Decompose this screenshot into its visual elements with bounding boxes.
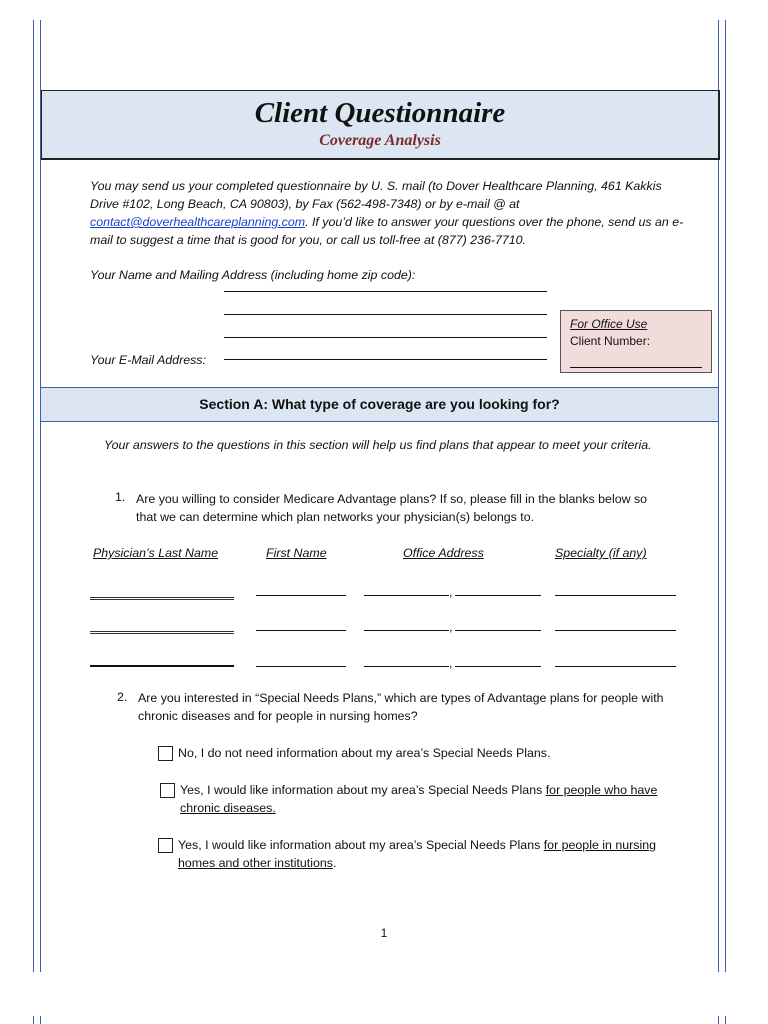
- option-institution-label: Yes, I would like information about my area’s Special Needs Plans: [178, 838, 544, 852]
- option-institution-text: [178, 836, 670, 872]
- address-line-3[interactable]: [224, 337, 547, 338]
- option-institution-period: .: [332, 856, 337, 870]
- specialty-blank[interactable]: [555, 666, 676, 667]
- page-subtitle: Coverage Analysis: [319, 132, 441, 149]
- office-use-title: For Office Use: [570, 317, 648, 331]
- question-2-number: 2.: [117, 690, 128, 704]
- option-institution-emphasis: for people in nursing homes and other institutions: [178, 838, 657, 870]
- first-name-blank[interactable]: [256, 630, 346, 631]
- email-label: Your E-Mail Address:: [90, 353, 206, 367]
- column-header-last-name: Physician’s Last Name: [93, 546, 219, 560]
- first-name-blank[interactable]: [256, 666, 346, 667]
- intro-paragraph: [90, 177, 690, 249]
- first-name-blank[interactable]: [256, 595, 346, 596]
- address-blank-a[interactable]: [364, 630, 449, 631]
- intro-text-before: You may send us your completed questionnaire by U. S. mail (to Dover Healthcare Planning, 461 Kakkis Drive #102, Long Beach, CA 90803), by Fax (562-498-7348) or by e-mail @ at: [90, 179, 662, 211]
- address-line-1[interactable]: [224, 291, 547, 292]
- address-comma: ,: [449, 656, 453, 670]
- address-blank-b[interactable]: [455, 666, 541, 667]
- last-name-blank[interactable]: [90, 597, 234, 600]
- email-line[interactable]: [224, 359, 547, 360]
- intro-text-after: . If you’d like to answer your questions over the phone, send us an e-mail to suggest a time that is good for you, or call us toll-free at (877) 236-7710.: [90, 215, 684, 247]
- section-a-header: Section A: What type of coverage are you looking for?: [40, 387, 719, 422]
- option-institution-checkbox[interactable]: [158, 838, 173, 853]
- address-blank-a[interactable]: [364, 666, 449, 667]
- address-blank-a[interactable]: [364, 595, 449, 596]
- question-2-text: Are you interested in “Special Needs Plans,” which are types of Advantage plans for people with chronic diseases and for people in nursing homes?: [138, 691, 664, 723]
- column-header-first-name: First Name: [266, 546, 327, 560]
- option-chronic-emphasis: for people who have chronic diseases.: [180, 783, 658, 815]
- address-comma: ,: [449, 620, 453, 634]
- option-no-checkbox[interactable]: [158, 746, 173, 761]
- address-blank-b[interactable]: [455, 595, 541, 596]
- question-1-text: Are you willing to consider Medicare Advantage plans? If so, please fill in the blanks below so that we can determine which plan networks your physician(s) belongs to.: [136, 492, 648, 524]
- page-border-right-inner: [718, 20, 719, 972]
- column-header-specialty: Specialty (if any): [555, 546, 647, 560]
- address-line-2[interactable]: [224, 314, 547, 315]
- page-border-left-inner: [40, 20, 41, 972]
- page-border-left-outer: [33, 20, 34, 972]
- option-chronic-checkbox[interactable]: [160, 783, 175, 798]
- last-name-blank[interactable]: [90, 665, 234, 667]
- name-address-label: Your Name and Mailing Address (including home zip code):: [90, 268, 416, 282]
- question-1-number: 1.: [115, 490, 126, 504]
- next-page-border-left-outer: [33, 1016, 34, 1024]
- option-chronic-label: Yes, I would like information about my area’s Special Needs Plans: [180, 783, 546, 797]
- option-no-label: No, I do not need information about my area’s Special Needs Plans.: [178, 746, 551, 760]
- next-page-border-left-inner: [40, 1016, 41, 1024]
- specialty-blank[interactable]: [555, 595, 676, 596]
- address-comma: ,: [449, 585, 453, 599]
- page-number: 1: [380, 926, 388, 940]
- option-chronic-text: [180, 781, 670, 817]
- page-border-right-outer: [725, 20, 726, 972]
- title-banner: [41, 90, 720, 160]
- page-title: Client Questionnaire: [254, 97, 506, 129]
- last-name-blank[interactable]: [90, 631, 234, 634]
- address-blank-b[interactable]: [455, 630, 541, 631]
- client-number-label: Client Number:: [570, 334, 651, 348]
- specialty-blank[interactable]: [555, 630, 676, 631]
- office-use-box: [560, 310, 712, 373]
- next-page-border-right-outer: [725, 1016, 726, 1024]
- option-no-text: [178, 744, 678, 762]
- section-a-intro: Your answers to the questions in this section will help us find plans that appear to meet your criteria.: [104, 438, 652, 452]
- client-number-line[interactable]: [570, 367, 702, 368]
- contact-email-link[interactable]: contact@doverhealthcareplanning.com: [90, 215, 306, 229]
- next-page-border-right-inner: [718, 1016, 719, 1024]
- column-header-office-address: Office Address: [403, 546, 484, 560]
